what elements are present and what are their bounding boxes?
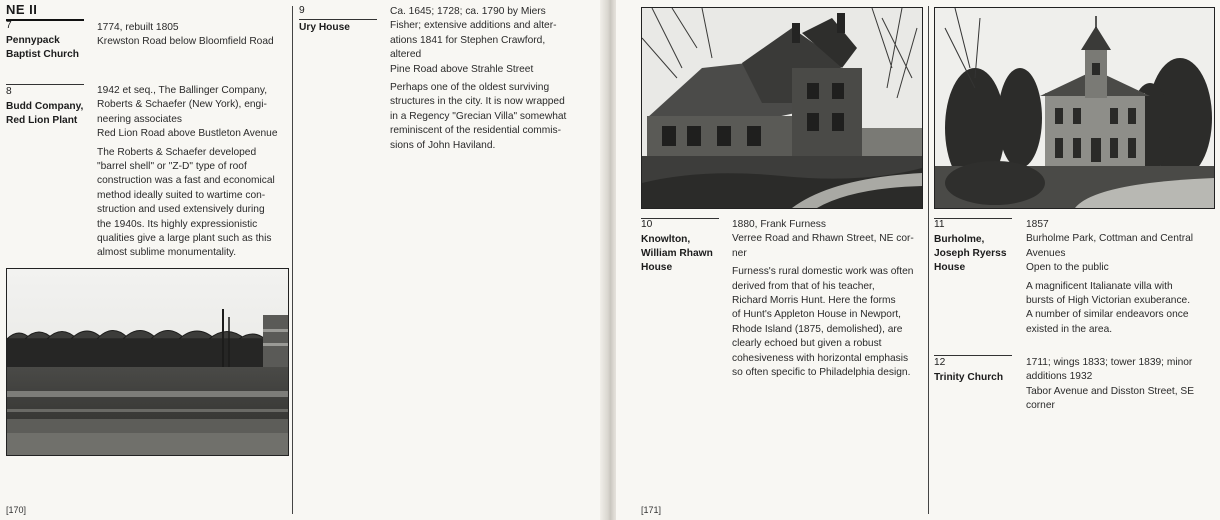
page-number: [171] bbox=[641, 505, 662, 515]
description-line: of Hunt's Appleton House in Newport, bbox=[732, 309, 902, 321]
burholme-house-image bbox=[935, 8, 1214, 208]
entry-name-line: Ury House bbox=[299, 22, 350, 33]
description-line: clearly echoed but given a robust bbox=[732, 338, 882, 350]
entry-name-line: Joseph Ryerss bbox=[934, 248, 1007, 260]
detail-line: ner bbox=[732, 247, 747, 259]
detail-line: Pine Road above Strahle Street bbox=[390, 63, 534, 75]
entry-12-details bbox=[1026, 356, 1216, 414]
description-line: struction and used extensively during bbox=[97, 204, 265, 216]
detail-line: Avenues bbox=[1026, 247, 1066, 259]
entry-number: 11 bbox=[934, 219, 945, 230]
description-line: Rhode Island (1875, demolished), are bbox=[732, 323, 903, 335]
entry-name-line: Budd Company, bbox=[6, 101, 84, 112]
right-page bbox=[616, 0, 1220, 520]
entry-name-line: Trinity Church bbox=[934, 372, 1004, 383]
entry-name-line: Burholme, bbox=[934, 234, 985, 245]
entry-8-label bbox=[6, 86, 90, 128]
budd-plant-photo bbox=[6, 268, 289, 456]
entry-8-details bbox=[97, 84, 291, 261]
entry-name-line: House bbox=[641, 262, 673, 274]
description-line: Richard Morris Hunt. Here the forms bbox=[732, 295, 896, 307]
description-line: method ideally suited to wartime con- bbox=[97, 189, 266, 201]
description-line: almost sublime monumentality. bbox=[97, 247, 237, 259]
column-divider bbox=[928, 6, 929, 514]
detail-line: 1942 et seq., The Ballinger Company, bbox=[97, 85, 268, 96]
description-line: qualities give a large plant such as this bbox=[97, 233, 272, 245]
description-line: sions of John Haviland. bbox=[390, 139, 496, 151]
entry-number: 10 bbox=[641, 219, 653, 230]
entry-number: 8 bbox=[6, 86, 12, 97]
entry-number: 7 bbox=[6, 20, 12, 31]
description-line: in a Regency "Grecian Villa" somewhat bbox=[390, 110, 567, 122]
section-heading: NE II bbox=[6, 2, 38, 17]
page-number: [170] bbox=[6, 505, 27, 515]
burholme-house-photo bbox=[934, 7, 1215, 209]
entry-11-label bbox=[934, 219, 1022, 276]
detail-line: 1711; wings 1833; tower 1839; minor bbox=[1026, 357, 1193, 368]
description-line: the 1940s. Its highly expressionistic bbox=[97, 218, 258, 230]
entry-name-line: Baptist Church bbox=[6, 49, 80, 61]
description-line: "barrel shell" or "Z-D" type of roof bbox=[97, 161, 247, 173]
detail-line: altered bbox=[390, 49, 422, 61]
detail-line: Burholme Park, Cottman and Central bbox=[1026, 233, 1194, 245]
detail-line: Open to the public bbox=[1026, 262, 1109, 274]
description-line: A magnificent Italianate villa with bbox=[1026, 280, 1173, 292]
description-line: bursts of High Victorian exuberance. bbox=[1026, 295, 1191, 307]
description-line: Furness's rural domestic work was often bbox=[732, 266, 914, 278]
knowlton-house-image bbox=[642, 8, 922, 208]
description-line: structures in the city. It is now wrapped bbox=[390, 96, 565, 108]
description-line: so often specific to Philadelphia design. bbox=[732, 367, 911, 379]
entry-number: 9 bbox=[299, 5, 305, 16]
description-line: A number of similar endeavors once bbox=[1026, 309, 1189, 321]
entry-10-label bbox=[641, 219, 727, 276]
entry-name-line: Red Lion Plant bbox=[6, 115, 78, 127]
entry-number: 12 bbox=[934, 357, 946, 368]
description-line: The Roberts & Schaefer developed bbox=[97, 146, 257, 158]
entry-11-details bbox=[1026, 218, 1216, 337]
entry-name-line: House bbox=[934, 262, 966, 274]
detail-line: 1857 bbox=[1026, 219, 1049, 230]
description-line: reminiscent of the residential commis- bbox=[390, 125, 561, 137]
detail-line: Red Lion Road above Bustleton Avenue bbox=[97, 128, 278, 140]
budd-plant-image bbox=[7, 269, 288, 455]
entry-name-line: Knowlton, bbox=[641, 234, 691, 245]
detail-line: Ca. 1645; 1728; ca. 1790 by Miers bbox=[390, 6, 546, 17]
detail-line: 1774, rebuilt 1805 bbox=[97, 22, 179, 33]
detail-line: corner bbox=[1026, 400, 1055, 412]
detail-line: Tabor Avenue and Disston Street, SE bbox=[1026, 385, 1195, 397]
entry-9-label bbox=[299, 5, 383, 35]
entry-9-details bbox=[390, 5, 590, 153]
knowlton-house-photo bbox=[641, 7, 923, 209]
description-line: cohesiveness with horizontal emphasis bbox=[732, 352, 909, 364]
detail-line: Verree Road and Rhawn Street, NE cor- bbox=[732, 233, 914, 245]
entry-rule bbox=[6, 84, 84, 85]
detail-line: additions 1932 bbox=[1026, 371, 1093, 383]
entry-7-label bbox=[6, 20, 90, 62]
entry-name-line: Pennypack bbox=[6, 35, 60, 46]
description-line: existed in the area. bbox=[1026, 323, 1113, 335]
entry-12-label bbox=[934, 357, 1022, 385]
detail-line: neering associates bbox=[97, 113, 182, 125]
description-line: derived from that of his teacher, bbox=[732, 280, 875, 292]
left-page bbox=[0, 0, 604, 520]
detail-line: Roberts & Schaefer (New York), engi- bbox=[97, 99, 267, 111]
detail-line: Fisher; extensive additions and alter- bbox=[390, 20, 557, 32]
description-line: construction was a fast and economical bbox=[97, 175, 275, 187]
detail-line: ations 1841 for Stephen Crawford, bbox=[390, 34, 546, 46]
column-divider bbox=[292, 6, 293, 514]
entry-7-details bbox=[97, 21, 289, 50]
entry-name-line: William Rhawn bbox=[641, 248, 713, 260]
detail-line: 1880, Frank Furness bbox=[732, 219, 826, 230]
detail-line: Krewston Road below Bloomfield Road bbox=[97, 36, 274, 48]
entry-rule bbox=[934, 355, 1012, 356]
entry-10-details bbox=[732, 218, 924, 380]
description-line: Perhaps one of the oldest surviving bbox=[390, 82, 550, 94]
